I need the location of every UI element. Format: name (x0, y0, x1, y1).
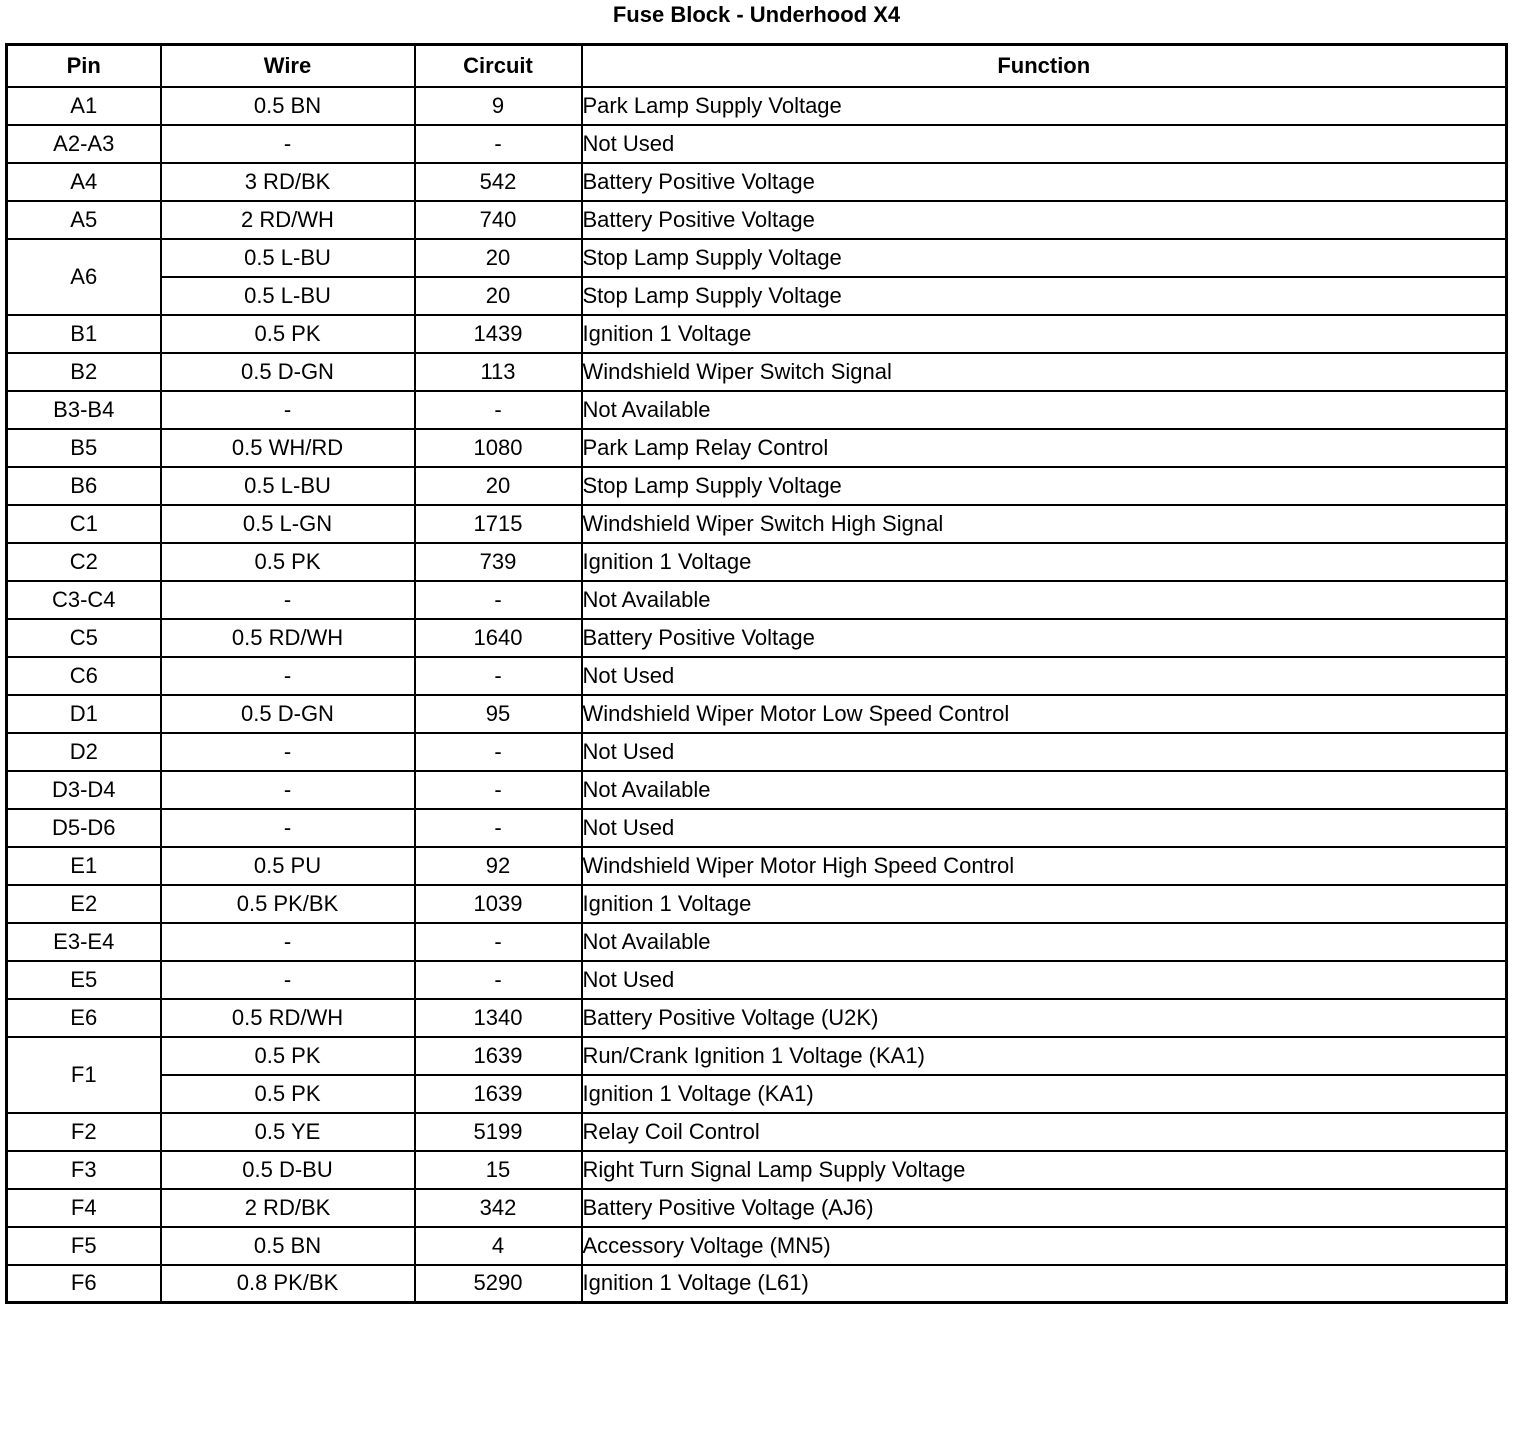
pin-cell: A6 (7, 239, 161, 315)
pin-cell: F4 (7, 1189, 161, 1227)
circuit-cell: 1340 (415, 999, 582, 1037)
table-row (7, 885, 1507, 923)
function-cell: Not Used (582, 809, 1507, 847)
pin-cell: A4 (7, 163, 161, 201)
circuit-cell: - (415, 581, 582, 619)
wire-cell: 0.5 PU (161, 847, 415, 885)
circuit-cell: - (415, 961, 582, 999)
circuit-cell: 342 (415, 1189, 582, 1227)
table-row (7, 733, 1507, 771)
wire-cell: 0.5 YE (161, 1113, 415, 1151)
circuit-cell: 5290 (415, 1265, 582, 1303)
pin-cell: D5-D6 (7, 809, 161, 847)
table-row (7, 201, 1507, 239)
function-cell: Windshield Wiper Switch Signal (582, 353, 1507, 391)
function-cell: Ignition 1 Voltage (KA1) (582, 1075, 1507, 1113)
function-cell: Battery Positive Voltage (U2K) (582, 999, 1507, 1037)
header-wire: Wire (161, 45, 415, 87)
pin-cell: E3-E4 (7, 923, 161, 961)
wire-cell: - (161, 923, 415, 961)
page-title: Fuse Block - Underhood X4 (612, 2, 901, 27)
function-cell: Ignition 1 Voltage (582, 315, 1507, 353)
wire-cell: 2 RD/BK (161, 1189, 415, 1227)
table-row (7, 315, 1507, 353)
wire-cell: - (161, 771, 415, 809)
header-circuit: Circuit (415, 45, 582, 87)
wire-cell: - (161, 657, 415, 695)
circuit-cell: 4 (415, 1227, 582, 1265)
table-row (7, 923, 1507, 961)
circuit-cell: 1640 (415, 619, 582, 657)
pin-cell: E2 (7, 885, 161, 923)
circuit-cell: 92 (415, 847, 582, 885)
function-cell: Ignition 1 Voltage (582, 543, 1507, 581)
wire-cell: 0.5 BN (161, 1227, 415, 1265)
wire-cell: 0.5 D-GN (161, 695, 415, 733)
wire-cell: - (161, 581, 415, 619)
function-cell: Windshield Wiper Switch High Signal (582, 505, 1507, 543)
function-cell: Not Used (582, 961, 1507, 999)
pin-cell: F1 (7, 1037, 161, 1113)
table-body (7, 87, 1507, 1303)
table-row (7, 961, 1507, 999)
circuit-cell: 20 (415, 277, 582, 315)
pin-cell: B6 (7, 467, 161, 505)
circuit-cell: 9 (415, 87, 582, 125)
circuit-cell: 740 (415, 201, 582, 239)
wire-cell: - (161, 809, 415, 847)
table-row (7, 1151, 1507, 1189)
pin-cell: F2 (7, 1113, 161, 1151)
pin-cell: B3-B4 (7, 391, 161, 429)
circuit-cell: 1639 (415, 1037, 582, 1075)
pin-cell: F6 (7, 1265, 161, 1303)
circuit-cell: 542 (415, 163, 582, 201)
function-cell: Not Used (582, 657, 1507, 695)
table-row (7, 125, 1507, 163)
function-cell: Not Used (582, 125, 1507, 163)
table-row (7, 695, 1507, 733)
pin-cell: D1 (7, 695, 161, 733)
pin-cell: F3 (7, 1151, 161, 1189)
table-row (7, 771, 1507, 809)
circuit-cell: 1039 (415, 885, 582, 923)
table-row (7, 1189, 1507, 1227)
circuit-cell: 5199 (415, 1113, 582, 1151)
circuit-cell: 1715 (415, 505, 582, 543)
wire-cell: 3 RD/BK (161, 163, 415, 201)
wire-cell: 0.5 L-BU (161, 277, 415, 315)
table-row (7, 1037, 1507, 1075)
function-cell: Stop Lamp Supply Voltage (582, 277, 1507, 315)
wire-cell: 0.5 L-BU (161, 467, 415, 505)
circuit-cell: 1080 (415, 429, 582, 467)
pin-cell: C6 (7, 657, 161, 695)
function-cell: Park Lamp Supply Voltage (582, 87, 1507, 125)
table-row (7, 1075, 1507, 1113)
table-row (7, 1113, 1507, 1151)
pin-cell: B5 (7, 429, 161, 467)
pin-cell: C2 (7, 543, 161, 581)
table-row (7, 391, 1507, 429)
function-cell: Relay Coil Control (582, 1113, 1507, 1151)
wire-cell: 2 RD/WH (161, 201, 415, 239)
circuit-cell: 20 (415, 467, 582, 505)
function-cell: Windshield Wiper Motor High Speed Control (582, 847, 1507, 885)
function-cell: Not Used (582, 733, 1507, 771)
circuit-cell: - (415, 923, 582, 961)
function-cell: Accessory Voltage (MN5) (582, 1227, 1507, 1265)
circuit-cell: 1439 (415, 315, 582, 353)
wire-cell: 0.5 WH/RD (161, 429, 415, 467)
wire-cell: 0.5 D-BU (161, 1151, 415, 1189)
table-row (7, 87, 1507, 125)
wire-cell: 0.5 PK/BK (161, 885, 415, 923)
pin-cell: E1 (7, 847, 161, 885)
wire-cell: 0.5 L-BU (161, 239, 415, 277)
pin-cell: A1 (7, 87, 161, 125)
function-cell: Stop Lamp Supply Voltage (582, 239, 1507, 277)
table-row (7, 429, 1507, 467)
table-row (7, 543, 1507, 581)
table-row (7, 163, 1507, 201)
wire-cell: - (161, 391, 415, 429)
function-cell: Ignition 1 Voltage (L61) (582, 1265, 1507, 1303)
function-cell: Ignition 1 Voltage (582, 885, 1507, 923)
table-row (7, 239, 1507, 277)
wire-cell: 0.5 BN (161, 87, 415, 125)
pin-cell: E6 (7, 999, 161, 1037)
function-cell: Battery Positive Voltage (AJ6) (582, 1189, 1507, 1227)
circuit-cell: - (415, 391, 582, 429)
wire-cell: 0.5 L-GN (161, 505, 415, 543)
function-cell: Not Available (582, 581, 1507, 619)
pin-cell: D2 (7, 733, 161, 771)
pin-cell: C1 (7, 505, 161, 543)
table-row (7, 657, 1507, 695)
table-row (7, 277, 1507, 315)
wire-cell: 0.5 RD/WH (161, 999, 415, 1037)
circuit-cell: - (415, 125, 582, 163)
pin-cell: A5 (7, 201, 161, 239)
function-cell: Battery Positive Voltage (582, 201, 1507, 239)
circuit-cell: 20 (415, 239, 582, 277)
function-cell: Right Turn Signal Lamp Supply Voltage (582, 1151, 1507, 1189)
table-row (7, 619, 1507, 657)
function-cell: Battery Positive Voltage (582, 163, 1507, 201)
pin-cell: C5 (7, 619, 161, 657)
function-cell: Windshield Wiper Motor Low Speed Control (582, 695, 1507, 733)
wire-cell: 0.5 RD/WH (161, 619, 415, 657)
function-cell: Battery Positive Voltage (582, 619, 1507, 657)
header-pin: Pin (7, 45, 161, 87)
circuit-cell: 1639 (415, 1075, 582, 1113)
wire-cell: - (161, 961, 415, 999)
table-row (7, 505, 1507, 543)
wire-cell: 0.5 PK (161, 1037, 415, 1075)
header-function: Function (582, 45, 1507, 87)
pin-cell: F5 (7, 1227, 161, 1265)
table-row (7, 809, 1507, 847)
table-row (7, 467, 1507, 505)
function-cell: Run/Crank Ignition 1 Voltage (KA1) (582, 1037, 1507, 1075)
circuit-cell: - (415, 771, 582, 809)
pin-cell: D3-D4 (7, 771, 161, 809)
table-row (7, 1265, 1507, 1303)
table-row (7, 353, 1507, 391)
wire-cell: 0.5 PK (161, 1075, 415, 1113)
pin-cell: A2-A3 (7, 125, 161, 163)
connector-pinout-table (5, 43, 1508, 1304)
function-cell: Park Lamp Relay Control (582, 429, 1507, 467)
header-row (7, 45, 1507, 87)
wire-cell: 0.5 PK (161, 543, 415, 581)
wire-cell: 0.8 PK/BK (161, 1265, 415, 1303)
circuit-cell: - (415, 809, 582, 847)
table-row (7, 581, 1507, 619)
table-row (7, 999, 1507, 1037)
function-cell: Not Available (582, 391, 1507, 429)
table-row (7, 1227, 1507, 1265)
circuit-cell: 15 (415, 1151, 582, 1189)
function-cell: Not Available (582, 923, 1507, 961)
circuit-cell: 113 (415, 353, 582, 391)
pin-cell: E5 (7, 961, 161, 999)
function-cell: Stop Lamp Supply Voltage (582, 467, 1507, 505)
wire-cell: - (161, 733, 415, 771)
wire-cell: 0.5 D-GN (161, 353, 415, 391)
function-cell: Not Available (582, 771, 1507, 809)
circuit-cell: 95 (415, 695, 582, 733)
pin-cell: B1 (7, 315, 161, 353)
table-row (7, 847, 1507, 885)
pin-cell: C3-C4 (7, 581, 161, 619)
wire-cell: - (161, 125, 415, 163)
circuit-cell: - (415, 733, 582, 771)
circuit-cell: 739 (415, 543, 582, 581)
pin-cell: B2 (7, 353, 161, 391)
wire-cell: 0.5 PK (161, 315, 415, 353)
circuit-cell: - (415, 657, 582, 695)
